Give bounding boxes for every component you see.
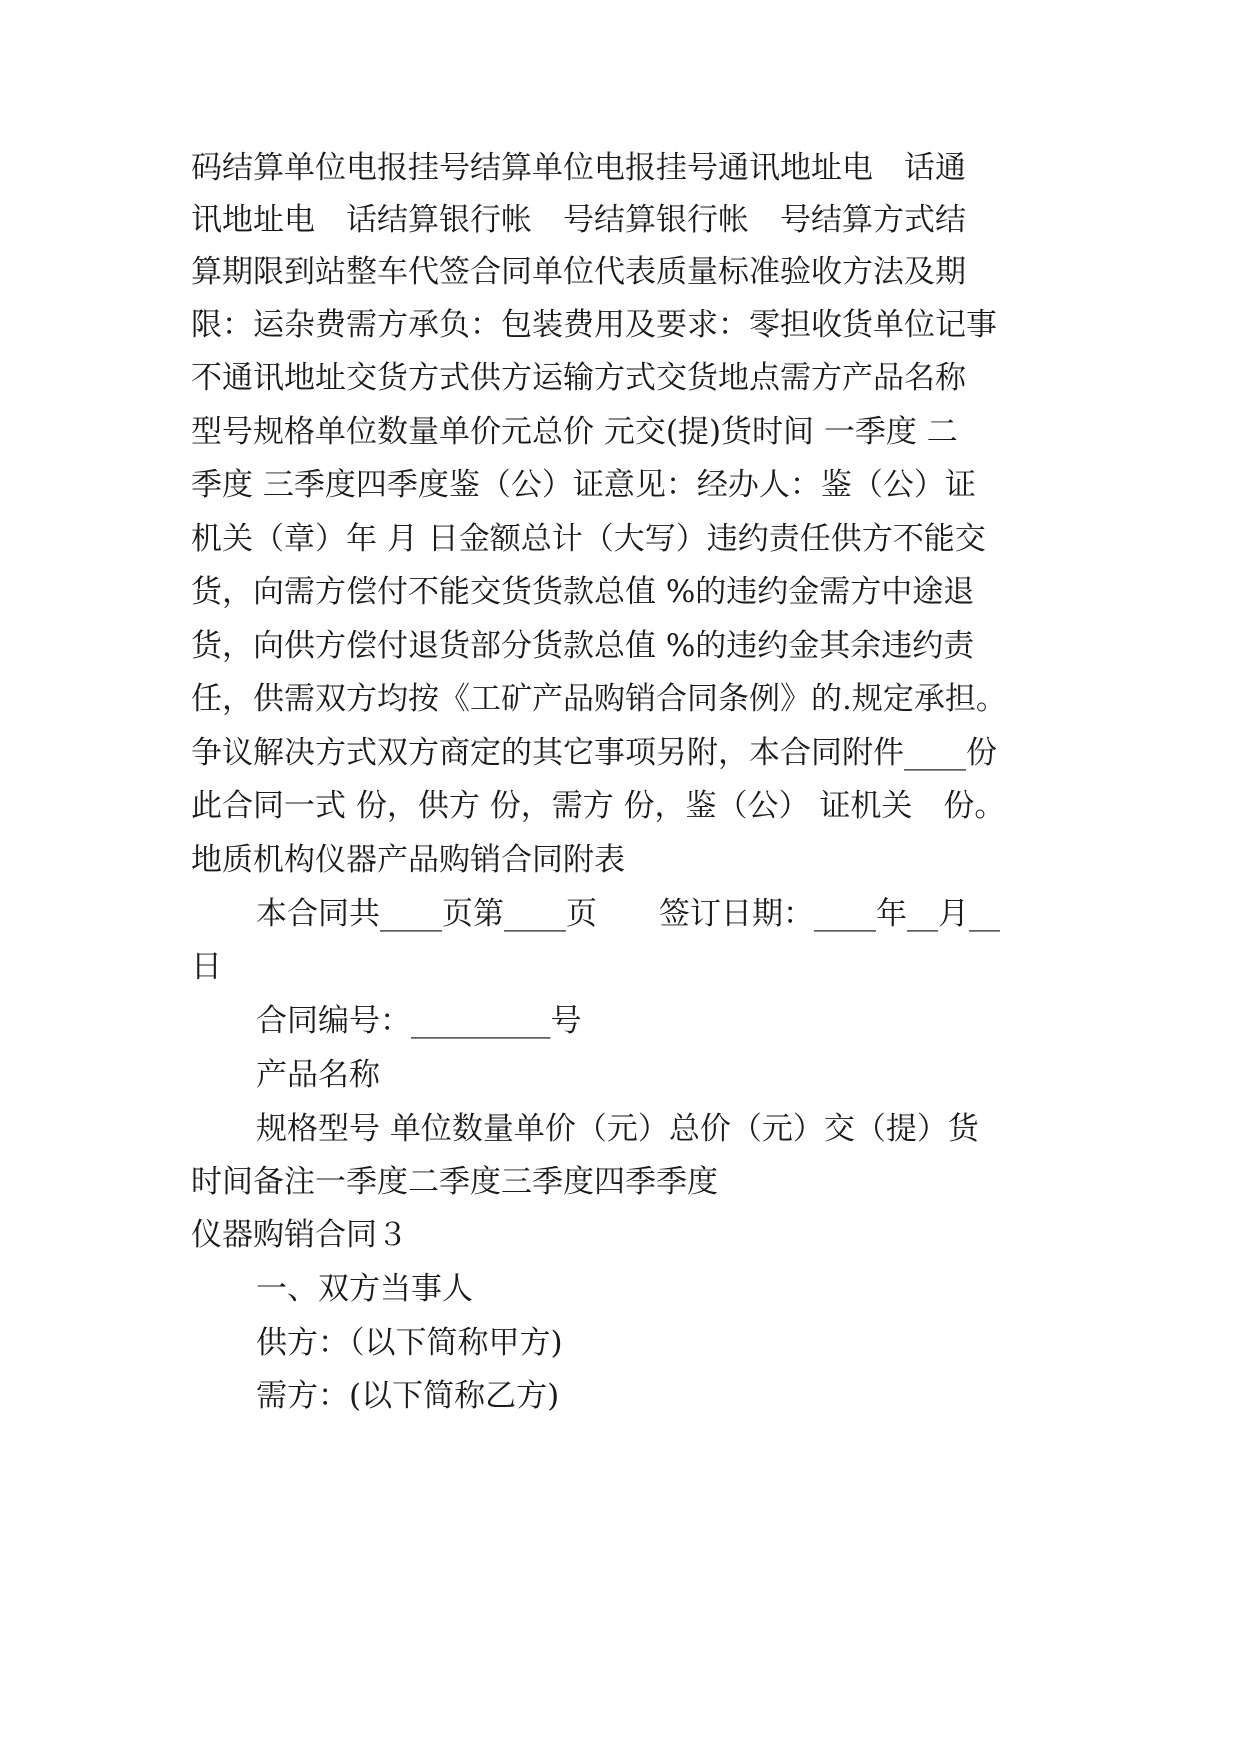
paragraph-line: 码结算单位电报挂号结算单位电报挂号通讯地址电 话通 [191, 150, 966, 186]
paragraph-line: 任，供需双方均按《工矿产品购销合同条例》的.规定承担。 [191, 681, 1007, 717]
paragraph-line: 货，向供方偿付退货部分货款总值 %的违约金其余违约责 [191, 628, 975, 664]
paragraph-line: 讯地址电 话结算银行帐 号结算银行帐 号结算方式结 [191, 202, 966, 238]
product-name-label: 产品名称 [256, 1057, 380, 1093]
paragraph-line: 此合同一式 份，供方 份，需方 份，鉴（公） 证机关 份。 [191, 788, 1006, 824]
paragraph-line: 机关（章）年 月 日金额总计（大写）违约责任供方不能交 [191, 521, 986, 557]
page-and-date-line: 本合同共____页第____页 签订日期：____年__月__ [256, 896, 1000, 932]
clause-heading: 一、双方当事人 [256, 1271, 473, 1307]
paragraph-line: 限：运杂费需方承负：包装费用及要求：零担收货单位记事 [191, 307, 997, 343]
section-title: 地质机构仪器产品购销合同附表 [191, 842, 625, 878]
date-continuation: 日 [191, 949, 222, 985]
supplier-line: 供方：（以下简称甲方) [256, 1325, 563, 1361]
paragraph-line: 货，向需方偿付不能交货货款总值 %的违约金需方中途退 [191, 574, 975, 610]
paragraph-line: 争议解决方式双方商定的其它事项另附，本合同附件____份 [191, 735, 997, 771]
buyer-line: 需方：(以下简称乙方) [256, 1378, 560, 1414]
paragraph-line: 季度 三季度四季度鉴（公）证意见：经办人：鉴（公）证 [191, 467, 976, 503]
paragraph-line: 不通讯地址交货方式供方运输方式交货地点需方产品名称 [191, 360, 966, 396]
table-header-line: 规格型号 单位数量单价（元）总价（元）交（提）货 [256, 1111, 979, 1147]
contract-number: 合同编号：_________号 [256, 1003, 582, 1039]
section-title: 仪器购销合同３ [191, 1217, 408, 1253]
paragraph-line: 型号规格单位数量单价元总价 元交(提)货时间 一季度 二 [191, 414, 958, 450]
table-header-continuation: 时间备注一季度二季度三季度四季季度 [191, 1164, 718, 1200]
paragraph-line: 算期限到站整车代签合同单位代表质量标准验收方法及期 [191, 254, 966, 290]
